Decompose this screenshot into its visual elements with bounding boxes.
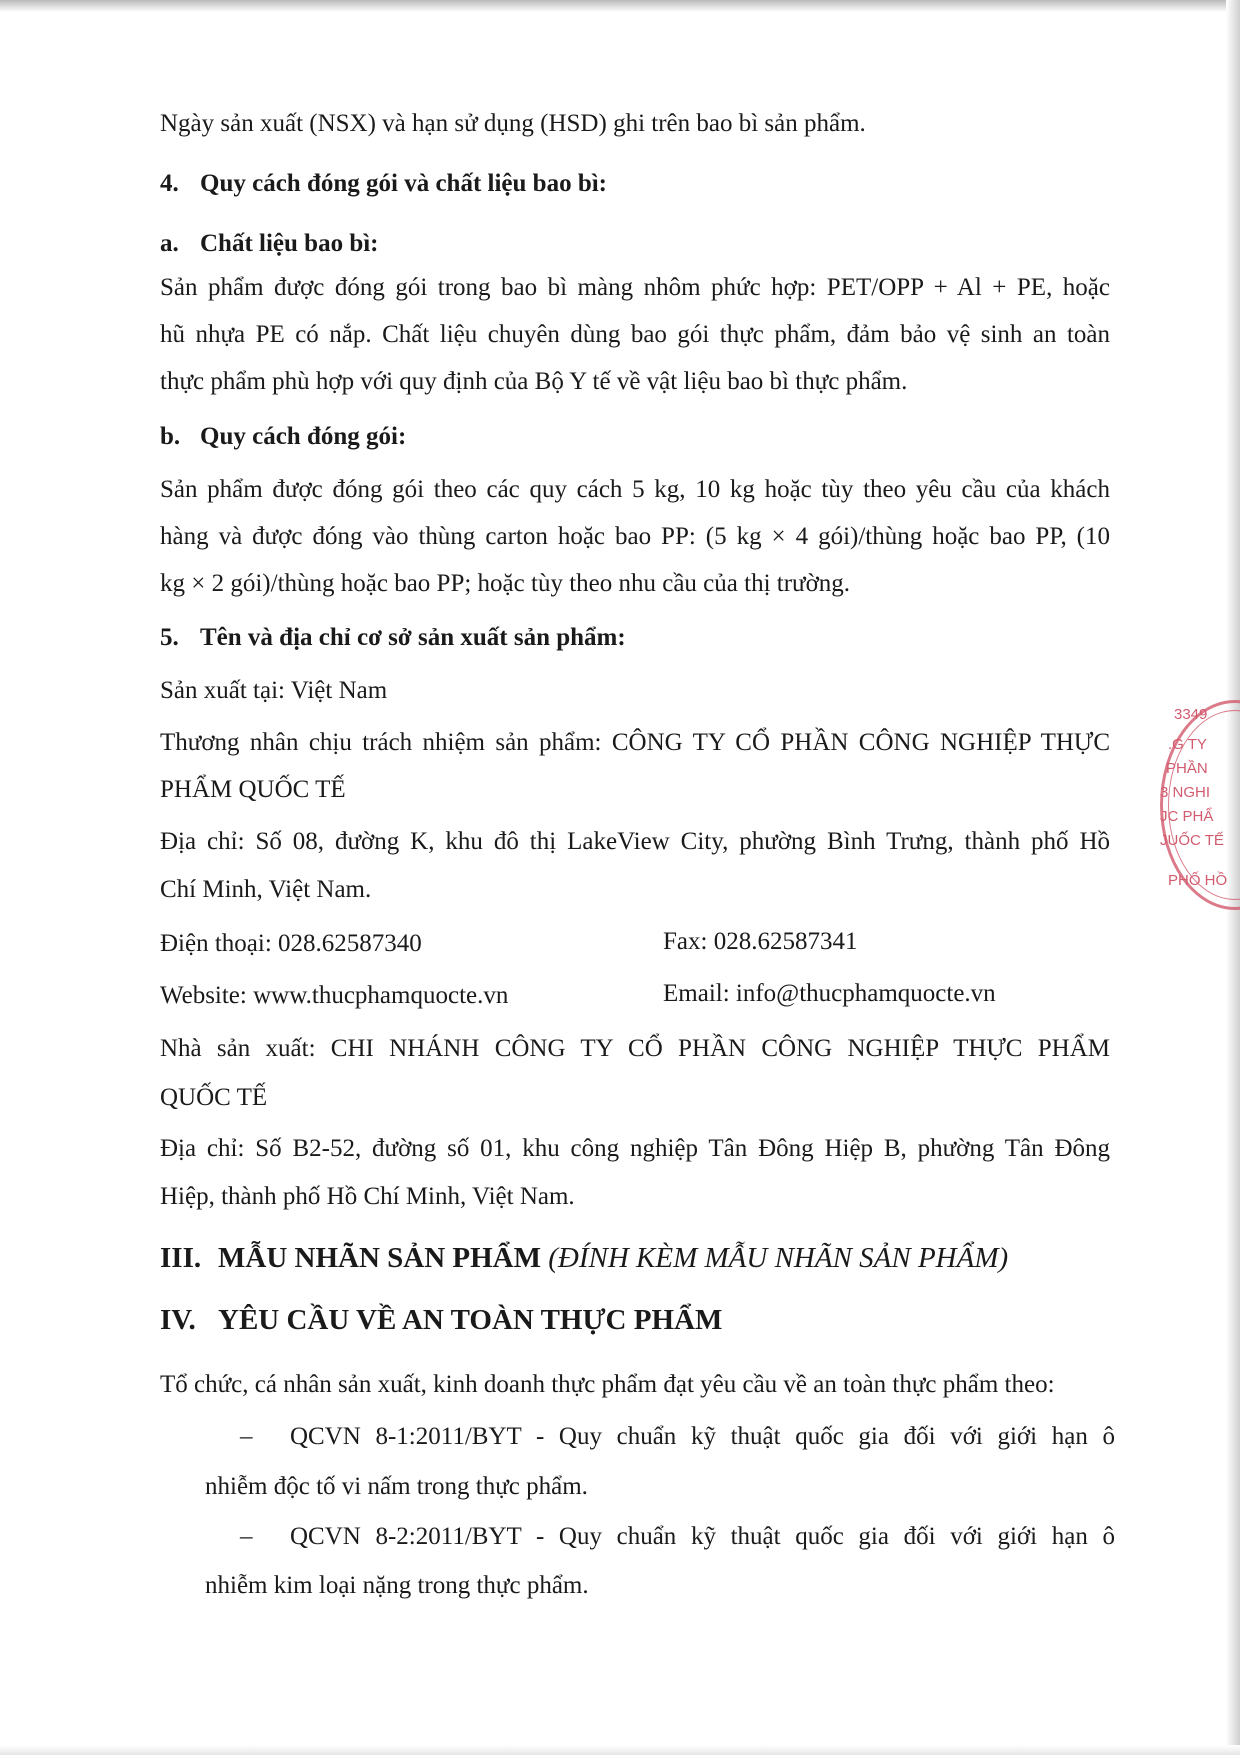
section-4-title: Quy cách đóng gói và chất liệu bao bì: — [200, 170, 607, 197]
seal-text-3: PHẦN — [1166, 760, 1208, 777]
section-iii-number: III. — [160, 1242, 202, 1274]
requirements-intro: Tổ chức, cá nhân sản xuất, kinh doanh thực phẩm đạt yêu cầu về an toàn thực phẩm theo: — [160, 1371, 1055, 1398]
regulation-1-line-2: nhiễm độc tố vi nấm trong thực phẩm. — [205, 1473, 588, 1500]
fax-number: Fax: 028.62587341 — [663, 928, 858, 955]
regulation-2-line-2: nhiễm kim loại nặng trong thực phẩm. — [205, 1572, 589, 1599]
regulation-2-line-1: QCVN 8-2:2011/BYT - Quy chuẩn kỹ thuật quốc gia đối với giới hạn ô — [290, 1523, 1115, 1550]
trader-address-line-1: Địa chỉ: Số 08, đường K, khu đô thị LakeView City, phường Bình Trưng, thành phố Hồ — [160, 828, 1110, 855]
subsection-a-heading — [160, 228, 379, 260]
manufacturer-line-2: QUỐC TẾ — [160, 1084, 268, 1111]
packing-spec-line-3: kg × 2 gói)/thùng hoặc bao PP; hoặc tùy theo nhu cầu của thị trường. — [160, 570, 851, 597]
section-5-number: 5. — [160, 624, 179, 651]
production-date-note: Ngày sản xuất (NSX) và hạn sử dụng (HSD) ghi trên bao bì sản phẩm. — [160, 110, 866, 137]
manufacturer-line-1: Nhà sản xuất: CHI NHÁNH CÔNG TY CỔ PHẦN CÔNG NGHIỆP THỰC PHẨM — [160, 1035, 1110, 1062]
list-dash-1: – — [240, 1423, 253, 1450]
packing-spec-line-1: Sản phẩm được đóng gói theo các quy cách 5 kg, 10 kg hoặc tùy theo yêu cầu của khách — [160, 476, 1110, 503]
responsible-trader-line-1: Thương nhân chịu trách nhiệm sản phẩm: CÔNG TY CỔ PHẦN CÔNG NGHIỆP THỰC — [160, 729, 1110, 756]
section-4-number: 4. — [160, 170, 179, 197]
responsible-trader-line-2: PHẨM QUỐC TẾ — [160, 776, 346, 803]
seal-text-5: JC PHẨ — [1160, 808, 1214, 825]
seal-text-7: PHỐ HỒ — [1168, 872, 1228, 889]
subsection-a-number: a. — [160, 230, 179, 257]
subsection-b-heading — [160, 421, 406, 453]
section-iv-title: YÊU CẦU VỀ AN TOÀN THỰC PHẨM — [218, 1304, 723, 1336]
section-5-title: Tên và địa chỉ cơ sở sản xuất sản phẩm: — [200, 624, 626, 651]
regulation-1-line-1: QCVN 8-1:2011/BYT - Quy chuẩn kỹ thuật quốc gia đối với giới hạn ô — [290, 1423, 1115, 1450]
email: Email: info@thucphamquocte.vn — [663, 980, 996, 1007]
trader-address-line-2: Chí Minh, Việt Nam. — [160, 876, 372, 903]
subsection-b-number: b. — [160, 423, 181, 450]
subsection-a-title: Chất liệu bao bì: — [200, 230, 379, 257]
section-4-heading — [160, 168, 607, 200]
section-5-heading — [160, 622, 626, 654]
list-dash-2: – — [240, 1523, 253, 1550]
seal-text-6: JUỐC TẾ — [1160, 832, 1224, 849]
phone-number: Điện thoại: 028.62587340 — [160, 930, 422, 957]
packing-spec-line-2: hàng và được đóng vào thùng carton hoặc bao PP: (5 kg × 4 gói)/thùng hoặc bao PP, (10 — [160, 523, 1110, 550]
section-iii-title: MẪU NHÃN SẢN PHẨM — [218, 1242, 541, 1274]
scan-bottom-edge — [0, 1745, 1240, 1755]
section-iv-number: IV. — [160, 1304, 196, 1336]
packaging-material-line-2: hũ nhựa PE có nắp. Chất liệu chuyên dùng bao gói thực phẩm, đảm bảo vệ sinh an toàn — [160, 321, 1110, 348]
seal-text-2: .G TY — [1168, 736, 1207, 753]
seal-text-4: 3 NGHI — [1160, 784, 1211, 801]
made-in: Sản xuất tại: Việt Nam — [160, 677, 388, 704]
subsection-b-title: Quy cách đóng gói: — [200, 423, 407, 450]
seal-text-1: 3349 — [1174, 706, 1208, 723]
manufacturer-address-line-1: Địa chỉ: Số B2-52, đường số 01, khu công nghiệp Tân Đông Hiệp B, phường Tân Đông — [160, 1135, 1110, 1162]
scan-top-edge — [0, 0, 1240, 12]
company-seal-stamp — [1160, 700, 1240, 910]
section-iii-heading — [160, 1242, 1008, 1274]
section-iv-heading — [160, 1304, 722, 1336]
packaging-material-line-3: thực phẩm phù hợp với quy định của Bộ Y tế về vật liệu bao bì thực phẩm. — [160, 368, 908, 395]
packaging-material-line-1: Sản phẩm được đóng gói trong bao bì màng nhôm phức hợp: PET/OPP + Al + PE, hoặc — [160, 274, 1110, 301]
website: Website: www.thucphamquocte.vn — [160, 982, 509, 1009]
section-iii-note: (ĐÍNH KÈM MẪU NHÃN SẢN PHẨM) — [548, 1242, 1009, 1274]
manufacturer-address-line-2: Hiệp, thành phố Hồ Chí Minh, Việt Nam. — [160, 1183, 575, 1210]
